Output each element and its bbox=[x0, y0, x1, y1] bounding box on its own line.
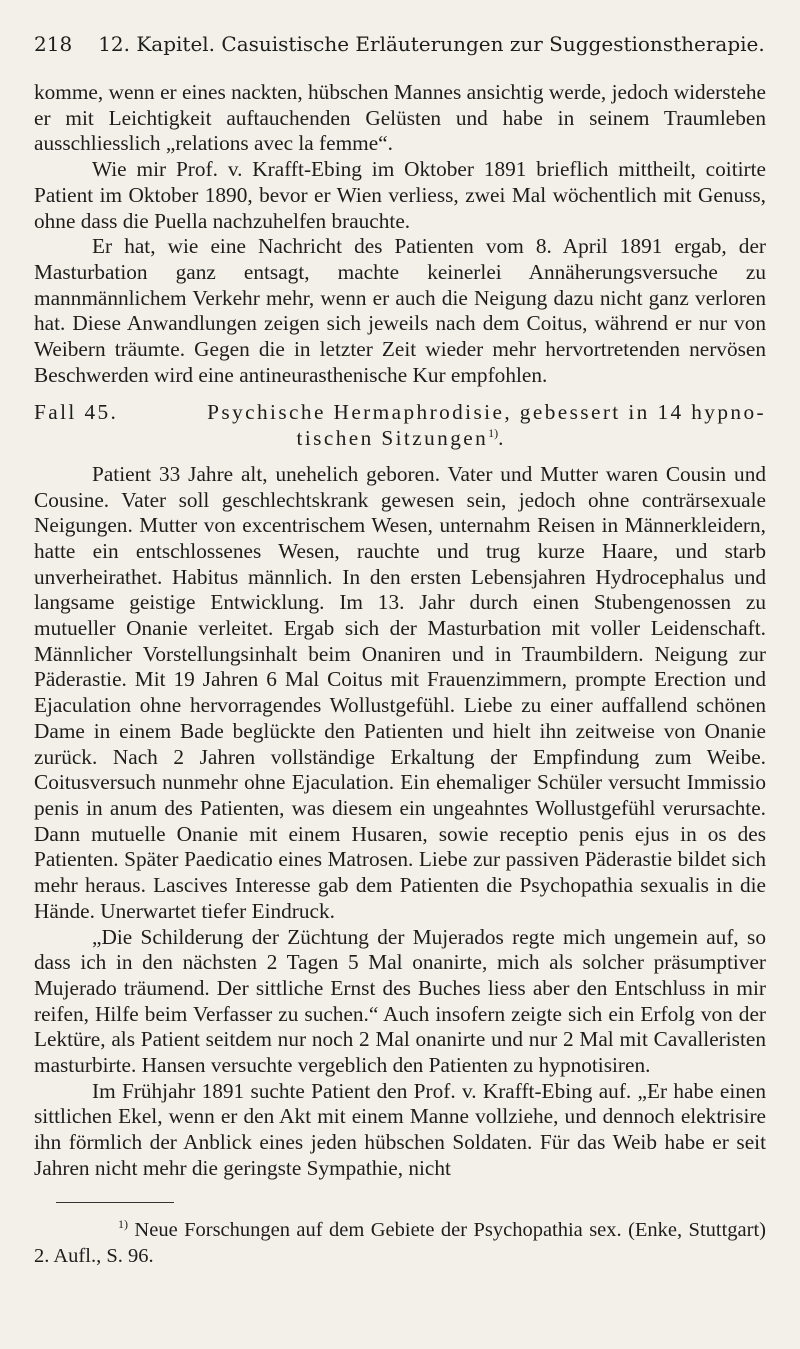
footnote-text: Neue Forschungen auf dem Gebiete der Psychopathia sex. (Enke, Stuttgart) 2. Aufl., S. 96. bbox=[34, 1218, 766, 1267]
footnote-reference: 1) bbox=[488, 426, 499, 441]
running-head bbox=[34, 30, 766, 58]
case-title-line2: tischen Sitzungen bbox=[296, 426, 489, 451]
case-body-text bbox=[34, 462, 766, 1182]
case-heading: Fall 45. Psychische Hermaphrodisie, gebessert in 14 hypno- tischen Sitzungen$^{1)}$. bbox=[34, 400, 766, 451]
paragraph: komme, wenn er eines nackten, hübschen Mannes ansichtig werde, jedoch widerstehe er mit Leichtigkeit auftauchenden Gelüsten und habe in seinem Traumleben ausschliesslich „relations avec la femme“. bbox=[34, 80, 766, 156]
page-number: 218 bbox=[34, 32, 73, 56]
running-title: 12. Kapitel. Casuistische Erläuterungen zur Suggestionstherapie. bbox=[98, 32, 765, 56]
footnote-marker: 1) bbox=[118, 1216, 128, 1231]
case-title-line1: Psychische Hermaphrodisie, gebessert in 14 hypno- bbox=[207, 400, 766, 425]
footnote-divider bbox=[56, 1202, 174, 1203]
paragraph: Wie mir Prof. v. Krafft-Ebing im Oktober 1891 brieflich mittheilt, coitirte Patient im Oktober 1890, bevor er Wien verliess, zwei Mal wöchentlich mit Genuss, ohne dass die Puella nachzuhelfen brauchte. bbox=[34, 157, 766, 233]
paragraph: Patient 33 Jahre alt, unehelich geboren. Vater und Mutter waren Cousin und Cousine. Vater soll geschlechtskrank gewesen sein, jedoch ohne conträrsexuale Neigungen. Mutter von excentrischem Wesen, unternahm Reisen in Männerkleidern, hatte ein entschlossenes Wesen, rauchte und trug kurze Haare, und starb unverheirathet. Habitus männlich. In den ersten Lebensjahren Hydrocephalus und langsame geistige Entwicklung. Im 13. Jahr durch einen Stubengenossen zu mutueller Onanie verleitet. Ergab sich der Masturbation mit voller Leidenschaft. Männlicher Vorstellungsinhalt beim Onaniren und in Traumbildern. Neigung zur Päderastie. Mit 19 Jahren 6 Mal Coitus mit Frauenzimmern, prompte Erection und Ejaculation ohne hervorragendes Wollustgefühl. Liebe zu einer auffallend schönen Dame in einem Bade beglückte den Patienten und hielt ihn zeitweise von Onanie zurück. Nach 2 Jahren vollständige Erkaltung der Empfindung zum Weibe. Coitusversuch nunmehr ohne Ejaculation. Ein ehemaliger Schüler versucht Immissio penis in anum des Patienten, was diesem ein ungeahntes Wollustgefühl verursachte. Dann mutuelle Onanie mit einem Husaren, sowie receptio penis ejus in os des Patienten. Später Paedicatio eines Matrosen. Liebe zur passiven Päderastie bildet sich mehr heraus. Lascives Interesse gab dem Patienten die Psychopathia sexualis in die Hände. Unerwartet tiefer Eindruck. bbox=[34, 461, 766, 923]
paragraph: Er hat, wie eine Nachricht des Patienten vom 8. April 1891 ergab, der Masturbation ganz entsagt, machte keinerlei Annäherungsversuche zu mannmännlichem Verkehr mehr, wenn er auch die Neigung dazu nicht ganz verloren hat. Diese Anwandlungen zeigen sich jeweils nach dem Coitus, während er nur von Weibern träumte. Gegen die in letzter Zeit wieder mehr hervortretenden nervösen Beschwerden wird eine antineurasthenische Kur empfohlen. bbox=[34, 234, 766, 387]
paragraph: „Die Schilderung der Züchtung der Mujerados regte mich ungemein auf, so dass ich in den nächsten 2 Tagen 5 Mal onanirte, mich als solcher präsumptiver Mujerado träumend. Der sittliche Ernst des Buches liess aber den Entschluss in mir reifen, Hilfe beim Verfasser zu suchen.“ Auch insofern zeigte sich ein Erfolg von der Lektüre, als Patient seitdem nur noch 2 Mal onanirte und nur 2 Mal mit Cavalleristen masturbirte. Hansen versuchte vergeblich den Patienten zu hypnotisiren. bbox=[34, 924, 766, 1078]
case-label: Fall 45. bbox=[34, 400, 119, 425]
footnote bbox=[34, 1217, 766, 1269]
body-text bbox=[34, 80, 766, 388]
paragraph: Im Frühjahr 1891 suchte Patient den Prof. v. Krafft-Ebing auf. „Er habe einen sittlichen Ekel, wenn er den Akt mit einem Manne vollziehe, und dennoch elektrisire ihn förmlich der Anblick eines jeden hübschen Soldaten. Für das Weib habe er seit Jahren nicht mehr die geringste Sympathie, nicht bbox=[34, 1078, 766, 1180]
